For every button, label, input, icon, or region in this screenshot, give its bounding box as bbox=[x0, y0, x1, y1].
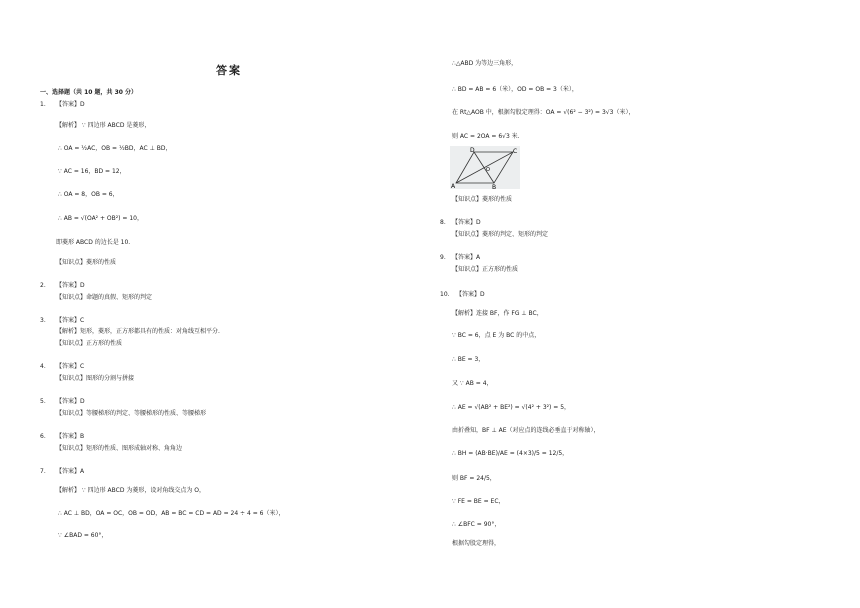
question-number: 1. bbox=[40, 101, 46, 108]
question-number: 3. bbox=[40, 317, 46, 324]
question-number: 6. bbox=[40, 433, 46, 440]
answer-line: 【答案】A bbox=[56, 468, 85, 475]
answer-line: ∴ OA = 8，OB = 6， bbox=[58, 191, 119, 198]
answer-line: ∴ BD = AB = 6（米），OD = OB = 3（米）， bbox=[452, 86, 578, 93]
answer-line: ∴ ∠BFC = 90°， bbox=[452, 521, 501, 528]
label-d: D bbox=[470, 147, 475, 154]
rhombus-diagram bbox=[450, 146, 520, 189]
answer-line: ∴ BH = (AB·BE)/AE = (4×3)/5 = 12/5， bbox=[452, 450, 569, 457]
page-title: 答案 bbox=[216, 64, 242, 77]
answer-line: 由折叠知，BF ⊥ AE（对应点的连线必垂直于对称轴）， bbox=[452, 427, 600, 434]
answer-line: 【知识点】矩形的性质、图形成轴对称、角角边 bbox=[56, 445, 183, 452]
answer-line: 【知识点】菱形的性质 bbox=[56, 259, 117, 266]
answer-line: ∵ AC = 16，BD = 12， bbox=[58, 168, 126, 175]
answer-line: ∴ AB = √(OA² + OB²) = 10， bbox=[58, 215, 143, 222]
answer-line: 即菱形 ABCD 的边长是 10. bbox=[56, 239, 131, 246]
answer-line: 【答案】B bbox=[56, 433, 85, 440]
answer-line: 根据勾股定理得， bbox=[452, 540, 501, 547]
answer-line: 【知识点】菱形的性质 bbox=[452, 196, 513, 203]
answer-line: 【答案】D bbox=[456, 291, 485, 298]
answer-line: 【知识点】命题的真假、矩形的判定 bbox=[56, 294, 153, 301]
answer-line: 【解析】连接 BF，作 FG ⊥ BC， bbox=[452, 310, 543, 317]
answer-line: 【答案】D bbox=[56, 101, 85, 108]
rhombus-figure bbox=[450, 146, 520, 189]
answer-line: 【解析】矩形，菱形，正方形都具有的性质：对角线互相平分. bbox=[56, 328, 220, 335]
answer-line: ∴ AE = √(AB² + BE²) = √(4² + 3²) = 5， bbox=[452, 404, 571, 411]
answer-line: 【知识点】等腰梯形的判定、等腰梯形的性质、等腰梯形 bbox=[56, 410, 207, 417]
answer-line: ∴ OA = ½AC，OB = ½BD，AC ⊥ BD， bbox=[58, 145, 172, 152]
answer-line: 【答案】C bbox=[56, 317, 85, 324]
answer-line: 【答案】A bbox=[452, 254, 481, 261]
answer-line: ∴△ABD 为等边三角形， bbox=[452, 60, 518, 67]
question-number: 4. bbox=[40, 363, 46, 370]
question-number: 2. bbox=[40, 282, 46, 289]
label-a: A bbox=[451, 183, 456, 189]
answer-line: 又 ∵ AB = 4， bbox=[452, 380, 493, 387]
question-number: 10. bbox=[440, 291, 450, 298]
answer-line: ∴ AC ⊥ BD，OA = OC，OB = OD，AB = BC = CD = AD = 24 ÷ 4 = 6（米）， bbox=[58, 510, 285, 517]
answer-line: 【知识点】菱形的判定、矩形的判定 bbox=[452, 231, 549, 238]
question-number: 8. bbox=[440, 219, 446, 226]
answer-line: 【知识点】正方形的性质 bbox=[56, 340, 123, 347]
answer-line: 【答案】D bbox=[56, 282, 85, 289]
answer-line: 【知识点】图形的分割与拼接 bbox=[56, 375, 135, 382]
answer-line: 【解析】 ∵ 四边形 ABCD 是菱形， bbox=[56, 122, 151, 129]
answer-line: 则 BF = 24/5， bbox=[452, 475, 496, 482]
question-number: 7. bbox=[40, 468, 46, 475]
answer-line: ∵ FE = BE = EC， bbox=[452, 498, 505, 505]
answer-line: ∵ BC = 6，点 E 为 BC 的中点， bbox=[452, 332, 541, 339]
answer-line: 【答案】D bbox=[56, 398, 85, 405]
answer-line: ∴ BE = 3， bbox=[452, 356, 485, 363]
answer-line: 【知识点】正方形的性质 bbox=[452, 266, 519, 273]
answer-line: 在 Rt△AOB 中，根据勾股定理得：OA = √(6² − 3²) = 3√3（米）， bbox=[452, 109, 635, 116]
label-o: O bbox=[486, 167, 490, 173]
answer-line: 【答案】D bbox=[452, 219, 481, 226]
question-number: 5. bbox=[40, 398, 46, 405]
question-number: 9. bbox=[440, 254, 446, 261]
answer-line: ∵ ∠BAD = 60°， bbox=[58, 532, 108, 539]
answer-line: 【解析】 ∵ 四边形 ABCD 为菱形，设对角线交点为 O， bbox=[56, 487, 206, 494]
answer-line: 则 AC = 2OA = 6√3 米. bbox=[452, 133, 520, 140]
label-c: C bbox=[513, 148, 518, 155]
answer-line: 【答案】C bbox=[56, 363, 85, 370]
section-heading: 一、选择题（共 10 题，共 30 分） bbox=[40, 89, 138, 96]
label-b: B bbox=[492, 184, 497, 189]
